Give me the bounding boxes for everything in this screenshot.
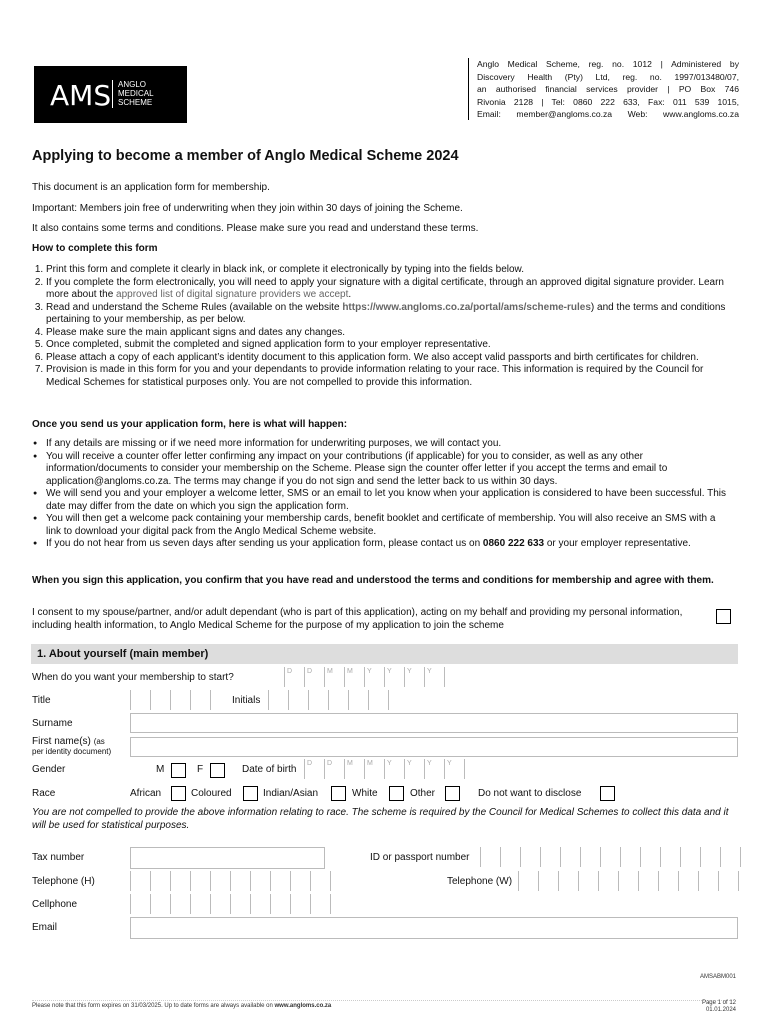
logo-sub1: ANGLO [118,80,147,89]
section-about-yourself [31,644,738,664]
signature-providers-link[interactable]: approved list of digital signature providers we accept [116,289,349,300]
section-title: 1. About yourself (main member) [37,648,209,660]
first-names-note: per identity document) [32,747,112,756]
input-cell [310,894,331,914]
title-input[interactable] [130,690,211,710]
input-cell [270,894,290,914]
scheme-info-line: an authorised financial services provider | PO Box 746 [477,84,739,94]
cell-hint: D [287,668,293,675]
input-cell [518,871,538,891]
date-cell [324,667,344,687]
input-cell [560,847,580,867]
bullet-4: ● You will then get a welcome pack containing your membership cards, benefit booklet and certificate of membership. You will also receive an SMS with a link to download your digital pack from the Anglo Medical Scheme website. [46,513,727,538]
input-cell [150,894,170,914]
start-label: When do you want your membership to start? [32,672,234,683]
input-cell [150,690,170,710]
input-cell [230,894,250,914]
input-cell [288,690,308,710]
date-cell [444,759,465,779]
input-cell [600,847,620,867]
cell-hint: D [327,760,333,767]
cell-hint: M [347,668,353,675]
input-cell [290,894,310,914]
step-3 [46,302,727,327]
surname-label: Surname [32,718,73,729]
how-heading: How to complete this form [32,243,158,254]
input-cell [268,690,288,710]
intro-3: It also contains some terms and conditions. Please make sure you read and understand these terms. [32,223,479,234]
application-email-link[interactable]: application@angloms.co.za [46,475,169,487]
date-cell [384,667,404,687]
bullet-list [32,438,727,551]
gender-m-checkbox[interactable] [171,763,186,778]
start-date-input[interactable] [284,667,445,687]
cell-hint: D [307,668,313,675]
input-cell [270,871,290,891]
cell-hint: Y [387,668,392,675]
date-cell [344,667,364,687]
input-cell [170,690,190,710]
input-cell [720,847,741,867]
step-2 [46,277,727,302]
input-cell [558,871,578,891]
page-number: Page 1 of 12 [701,1000,736,1006]
gender-f-label: F [197,764,204,775]
tel-h-input[interactable] [130,871,331,891]
input-cell [660,847,680,867]
step-6: 6. Please attach a copy of each applicant’s identity document to this application form. We also accept valid passports and birth certificates for children. [46,352,727,365]
input-cell [718,871,739,891]
step-4: 4. Please make sure the main applicant signs and dates any changes. [46,327,727,340]
cell-hint: Y [427,668,432,675]
initials-label: Initials [232,695,261,706]
input-cell [578,871,598,891]
date-cell [304,667,324,687]
input-cell [190,690,211,710]
input-cell [190,871,210,891]
form-code: AMSABM001 [700,974,737,980]
tel-w-label: Telephone (W) [447,876,513,887]
dob-input[interactable] [304,759,465,779]
cell-hint: Y [447,760,452,767]
step-7: 7. Provision is made in this form for you and your dependants to provide information relating to your race. This information is required by the Council for Medical Schemes for statistical purposes only. You are not compelled to provide this information. [46,364,727,389]
race-other-checkbox[interactable] [445,786,460,801]
input-cell [250,871,270,891]
race-white-checkbox[interactable] [389,786,404,801]
input-cell [130,690,150,710]
footer-note-text: Please note that this form expires on 31/03/2025. Up to date forms are always available on [32,1003,275,1009]
input-cell [368,690,389,710]
id-label: ID or passport number [370,852,470,863]
gender-label: Gender [32,764,66,775]
form-date: 01.01.2024 [705,1007,736,1013]
date-cell [364,759,384,779]
email-label: Email [32,922,58,933]
date-cell [404,667,424,687]
ams-logo [34,66,187,123]
cell-hint: M [347,760,353,767]
input-cell [658,871,678,891]
input-cell [680,847,700,867]
cell-input[interactable] [130,894,331,914]
input-cell [290,871,310,891]
input-cell [210,871,230,891]
cell-hint: Y [407,668,412,675]
input-cell [480,847,500,867]
input-cell [230,871,250,891]
consent-text: I consent to my spouse/partner, and/or adult dependant (who is part of this application), acting on my behalf and providing my personal information, including health information, to Anglo Medical Scheme for the purpose of my application to join the scheme [32,607,683,631]
first-names-note: (as [93,737,105,746]
step-1: 1. Print this form and complete it clearly in black ink, or complete it electronically by typing into the fields below. [46,264,727,277]
date-cell [304,759,324,779]
input-cell [210,894,230,914]
tel-h-label: Telephone (H) [32,876,95,887]
bullet-2-end: . The terms may change if you do not sign and send the letter back to us within 30 days. [168,475,558,487]
page-title: Applying to become a member of Anglo Medical Scheme 2024 [32,148,459,164]
cell-hint: M [327,668,333,675]
consent-checkbox[interactable] [716,609,731,624]
surname-input[interactable] [130,713,738,733]
gender-m-label: M [156,764,165,775]
steps-list [32,264,727,389]
intro-2: Important: Members join free of underwriting when they join within 30 days of joining the Scheme. [32,203,463,214]
input-cell [348,690,368,710]
input-cell [618,871,638,891]
input-cell [678,871,698,891]
input-cell [598,871,618,891]
input-cell [328,690,348,710]
footer-note [32,1000,732,1009]
input-cell [698,871,718,891]
step-5: 5. Once completed, submit the completed and signed application form to your employer representative. [46,339,727,352]
cell-hint: D [307,760,313,767]
bullet-5-end: or your employer representative. [544,538,691,549]
bullet-5 [46,538,727,551]
contact-phone: 0860 222 633 [482,538,545,549]
logo-sub3: SCHEME [118,98,153,107]
step-3-text: Read and understand the Scheme Rules (available on the website [46,301,343,313]
date-cell [284,667,304,687]
sign-confirmation: When you sign this application, you confirm that you have read and understood the terms and conditions for membership and agree with them. [32,575,714,586]
bullet-1: ● If any details are missing or if we need more information for underwriting purposes, we will contact you. [46,438,727,451]
date-cell [404,759,424,779]
bullet-5-text: If you do not hear from us seven days after sending us your application form, please contact us on [46,538,483,549]
date-cell [364,667,384,687]
cell-hint: M [367,760,373,767]
tax-label: Tax number [32,852,85,863]
logo-sub2: MEDICAL [118,89,154,98]
input-cell [500,847,520,867]
race-other-label: Other [410,788,436,799]
input-cell [310,871,331,891]
scheme-info-line: Email: member@angloms.co.za Web: www.angloms.co.za [477,109,739,119]
input-cell [520,847,540,867]
input-cell [538,871,558,891]
logo-subtitle [118,80,154,107]
input-cell [620,847,640,867]
cell-hint: Y [367,668,372,675]
race-no-disclose-checkbox[interactable] [600,786,615,801]
step-2-end: . [348,289,352,300]
bullet-2 [46,451,727,489]
input-cell [170,894,190,914]
race-indian-label: Indian/Asian [263,788,319,799]
first-names-label [32,737,111,757]
initials-input[interactable] [268,690,389,710]
cell-hint: Y [427,760,432,767]
step-2-text: If you complete the form electronically, you will need to apply your signature with a digital certificate, through an approved digital signature provider. Learn more about the [46,276,724,300]
input-cell [640,847,660,867]
footer-site-link[interactable]: www.angloms.co.za [274,1003,332,1009]
cell-label: Cellphone [32,899,78,910]
date-cell [384,759,404,779]
email-input[interactable] [130,917,738,939]
race-white-label: White [352,788,378,799]
input-cell [308,690,328,710]
bullet-2-text: You will receive a counter offer letter confirming any impact on your contributions (if applicable) for you to consider, as well as any other information/documents to consider your membership on the Scheme. Please sign the counter offer letter if you accept the terms and email to [46,450,668,474]
date-cell [344,759,364,779]
input-cell [250,894,270,914]
input-cell [638,871,658,891]
bullet-3: ● We will send you and your employer a welcome letter, SMS or an email to let you know when your application is considered to have been successful. This date may differ from the date on which you sign the application form. [46,488,727,513]
intro-1: This document is an application form for membership. [32,182,270,193]
scheme-rules-link[interactable]: https://www.angloms.co.za/portal/ams/scheme-rules [342,301,591,313]
title-label: Title [32,695,51,706]
logo-divider [112,80,113,108]
input-cell [580,847,600,867]
first-names-input[interactable] [130,737,738,757]
race-coloured-label: Coloured [191,788,232,799]
cell-hint: Y [407,760,412,767]
first-names-text: First name(s) [32,736,91,747]
page-info [680,1000,736,1014]
race-african-checkbox[interactable] [171,786,186,801]
scheme-info-line: Discovery Health (Pty) Ltd, reg. no. 1997/013480/07, [477,71,739,82]
input-cell [190,894,210,914]
input-cell [130,894,150,914]
once-heading: Once you send us your application form, here is what will happen: [32,419,348,430]
race-african-label: African [130,788,162,799]
input-cell [540,847,560,867]
race-note: You are not compelled to provide the above information relating to race. The scheme is required by the Council for Medical Schemes to collect this data and it will be used for statistical purposes. [32,807,729,831]
id-input[interactable] [480,847,741,867]
input-cell [700,847,720,867]
gender-f-checkbox[interactable] [210,763,225,778]
race-indian-checkbox[interactable] [331,786,346,801]
race-coloured-checkbox[interactable] [243,786,258,801]
logo-text: AMS [50,79,112,112]
step-3-end: ) and the terms and conditions pertaining to your membership, as per below. [46,301,726,325]
input-cell [150,871,170,891]
input-cell [130,871,150,891]
date-cell [324,759,344,779]
scheme-info-line: Anglo Medical Scheme, reg. no. 1012 | Administered by [477,59,739,69]
input-cell [170,871,190,891]
race-no-disclose-label: Do not want to disclose [478,788,582,799]
tax-input[interactable] [130,847,325,869]
scheme-info-line: Rivonia 2128 | Tel: 0860 222 633, Fax: 011 539 1015, [477,96,739,107]
cell-hint: Y [387,760,392,767]
tel-w-input[interactable] [518,871,739,891]
date-cell [424,667,445,687]
race-label: Race [32,788,56,799]
date-cell [424,759,444,779]
scheme-info [468,58,739,120]
dob-label: Date of birth [242,764,297,775]
